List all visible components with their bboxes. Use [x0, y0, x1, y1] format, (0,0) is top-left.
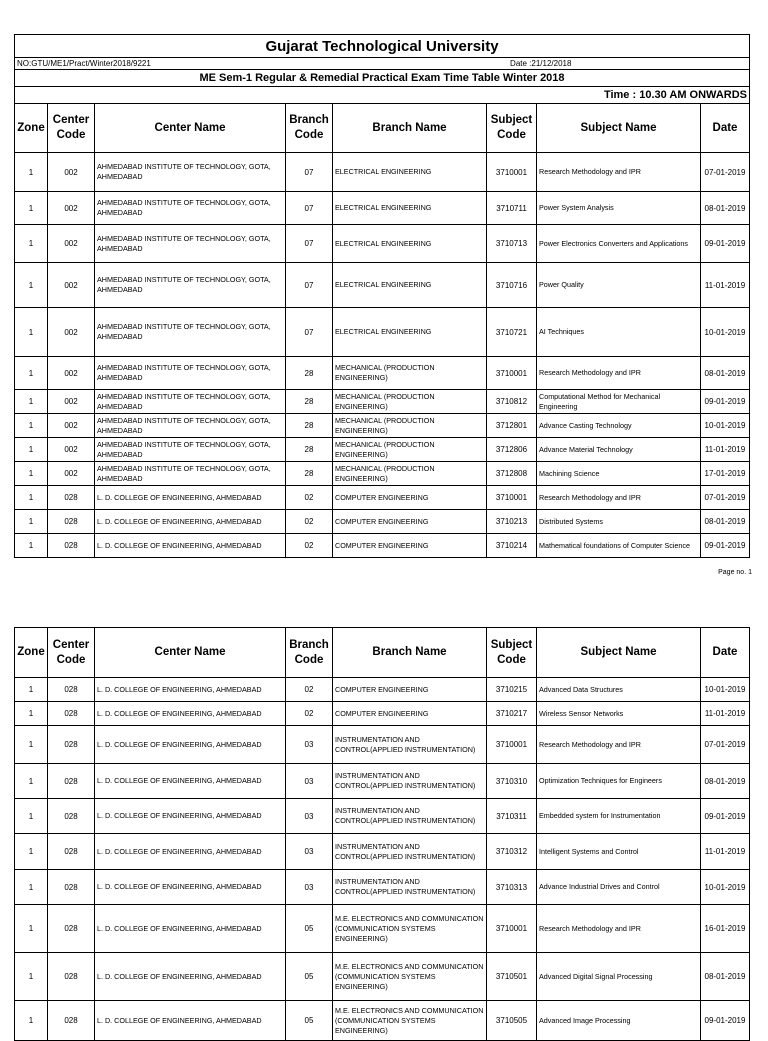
- table-row: [15, 357, 750, 390]
- subject-name-cell: Distributed Systems: [537, 510, 701, 534]
- branch-name-cell: COMPUTER ENGINEERING: [333, 678, 487, 702]
- subject-name-cell: Research Methodology and IPR: [537, 357, 701, 390]
- center-code-cell: 028: [48, 834, 95, 870]
- subject-name-cell: Power System Analysis: [537, 192, 701, 225]
- table-row: [15, 225, 750, 263]
- exam-date-cell: 08-01-2019: [701, 510, 750, 534]
- center-code-cell: 028: [48, 799, 95, 834]
- zone-cell: 1: [15, 153, 48, 192]
- branch-code-cell: 02: [286, 678, 333, 702]
- exam-date-cell: 08-01-2019: [701, 357, 750, 390]
- branch-code-cell: 03: [286, 799, 333, 834]
- branch-name-cell: COMPUTER ENGINEERING: [333, 486, 487, 510]
- branch-code-cell: 02: [286, 702, 333, 726]
- table-row: [15, 834, 750, 870]
- zone-cell: 1: [15, 870, 48, 905]
- center-code-cell: 028: [48, 510, 95, 534]
- zone-cell: 1: [15, 192, 48, 225]
- subject-name-cell: Computational Method for Mechanical Engineering: [537, 390, 701, 414]
- subject-code-cell: 3710215: [487, 678, 537, 702]
- branch-name-cell: COMPUTER ENGINEERING: [333, 510, 487, 534]
- subject-code-cell: 3710217: [487, 702, 537, 726]
- center-name-cell: AHMEDABAD INSTITUTE OF TECHNOLOGY, GOTA, AHMEDABAD: [95, 308, 286, 357]
- subject-name-cell: Intelligent Systems and Control: [537, 834, 701, 870]
- column-header-row: [15, 104, 750, 153]
- center-name-cell: L. D. COLLEGE OF ENGINEERING, AHMEDABAD: [95, 510, 286, 534]
- header-center-name: Center Name: [95, 628, 286, 678]
- center-code-cell: 028: [48, 702, 95, 726]
- center-code-cell: 002: [48, 263, 95, 308]
- center-code-cell: 028: [48, 486, 95, 510]
- zone-cell: 1: [15, 534, 48, 558]
- zone-cell: 1: [15, 764, 48, 799]
- subject-name-cell: Research Methodology and IPR: [537, 726, 701, 764]
- center-name-cell: AHMEDABAD INSTITUTE OF TECHNOLOGY, GOTA, AHMEDABAD: [95, 462, 286, 486]
- branch-code-cell: 07: [286, 153, 333, 192]
- branch-code-cell: 28: [286, 390, 333, 414]
- center-code-cell: 028: [48, 1001, 95, 1041]
- subject-code-cell: 3710713: [487, 225, 537, 263]
- center-code-cell: 028: [48, 764, 95, 799]
- branch-code-cell: 07: [286, 225, 333, 263]
- subject-name-cell: Research Methodology and IPR: [537, 153, 701, 192]
- exam-date-cell: 16-01-2019: [701, 905, 750, 953]
- center-name-cell: AHMEDABAD INSTITUTE OF TECHNOLOGY, GOTA, AHMEDABAD: [95, 357, 286, 390]
- subject-code-cell: 3710213: [487, 510, 537, 534]
- exam-date-cell: 10-01-2019: [701, 308, 750, 357]
- subject-name-cell: Advance Material Technology: [537, 438, 701, 462]
- table-row: [15, 870, 750, 905]
- branch-name-cell: INSTRUMENTATION AND CONTROL(APPLIED INSTRUMENTATION): [333, 764, 487, 799]
- exam-date-cell: 08-01-2019: [701, 953, 750, 1001]
- branch-code-cell: 07: [286, 263, 333, 308]
- exam-date-cell: 11-01-2019: [701, 263, 750, 308]
- center-code-cell: 028: [48, 726, 95, 764]
- branch-name-cell: MECHANICAL (PRODUCTION ENGINEERING): [333, 357, 487, 390]
- subject-code-cell: 3712801: [487, 414, 537, 438]
- branch-code-cell: 28: [286, 462, 333, 486]
- branch-code-cell: 05: [286, 905, 333, 953]
- subject-code-cell: 3710501: [487, 953, 537, 1001]
- document-title: Gujarat Technological University: [15, 35, 750, 58]
- header-zone: Zone: [15, 628, 48, 678]
- table-row: [15, 702, 750, 726]
- center-code-cell: 028: [48, 678, 95, 702]
- subject-code-cell: 3710812: [487, 390, 537, 414]
- subject-name-cell: Advance Industrial Drives and Control: [537, 870, 701, 905]
- table-row: [15, 308, 750, 357]
- center-name-cell: L. D. COLLEGE OF ENGINEERING, AHMEDABAD: [95, 1001, 286, 1041]
- subject-code-cell: 3710721: [487, 308, 537, 357]
- center-name-cell: AHMEDABAD INSTITUTE OF TECHNOLOGY, GOTA, AHMEDABAD: [95, 225, 286, 263]
- zone-cell: 1: [15, 357, 48, 390]
- table-row: [15, 192, 750, 225]
- branch-code-cell: 28: [286, 414, 333, 438]
- subject-code-cell: 3710001: [487, 153, 537, 192]
- header-center-name: Center Name: [95, 104, 286, 153]
- subject-name-cell: Power Quality: [537, 263, 701, 308]
- zone-cell: 1: [15, 702, 48, 726]
- subject-name-cell: AI Techniques: [537, 308, 701, 357]
- center-code-cell: 028: [48, 870, 95, 905]
- zone-cell: 1: [15, 438, 48, 462]
- branch-code-cell: 28: [286, 438, 333, 462]
- branch-name-cell: INSTRUMENTATION AND CONTROL(APPLIED INSTRUMENTATION): [333, 726, 487, 764]
- branch-code-cell: 28: [286, 357, 333, 390]
- table-row: [15, 153, 750, 192]
- branch-name-cell: MECHANICAL (PRODUCTION ENGINEERING): [333, 438, 487, 462]
- branch-code-cell: 03: [286, 726, 333, 764]
- branch-name-cell: ELECTRICAL ENGINEERING: [333, 192, 487, 225]
- header-subject-name: Subject Name: [537, 628, 701, 678]
- center-code-cell: 002: [48, 192, 95, 225]
- exam-time: Time : 10.30 AM ONWARDS: [15, 87, 750, 104]
- timetable-page-2: [14, 627, 750, 1041]
- subject-name-cell: Machining Science: [537, 462, 701, 486]
- zone-cell: 1: [15, 799, 48, 834]
- subject-name-cell: Advanced Image Processing: [537, 1001, 701, 1041]
- table-row: [15, 414, 750, 438]
- zone-cell: 1: [15, 953, 48, 1001]
- branch-name-cell: MECHANICAL (PRODUCTION ENGINEERING): [333, 462, 487, 486]
- table-row: [15, 764, 750, 799]
- center-name-cell: AHMEDABAD INSTITUTE OF TECHNOLOGY, GOTA, AHMEDABAD: [95, 438, 286, 462]
- subject-name-cell: Research Methodology and IPR: [537, 905, 701, 953]
- subject-code-cell: 3710313: [487, 870, 537, 905]
- header-branch-code: Branch Code: [286, 104, 333, 153]
- center-name-cell: L. D. COLLEGE OF ENGINEERING, AHMEDABAD: [95, 486, 286, 510]
- center-name-cell: L. D. COLLEGE OF ENGINEERING, AHMEDABAD: [95, 834, 286, 870]
- exam-date-cell: 07-01-2019: [701, 726, 750, 764]
- center-name-cell: AHMEDABAD INSTITUTE OF TECHNOLOGY, GOTA, AHMEDABAD: [95, 192, 286, 225]
- zone-cell: 1: [15, 726, 48, 764]
- header-branch-name: Branch Name: [333, 104, 487, 153]
- branch-code-cell: 07: [286, 192, 333, 225]
- subject-name-cell: Embedded system for Instrumentation: [537, 799, 701, 834]
- center-name-cell: L. D. COLLEGE OF ENGINEERING, AHMEDABAD: [95, 678, 286, 702]
- zone-cell: 1: [15, 263, 48, 308]
- document-subtitle: ME Sem-1 Regular & Remedial Practical Exam Time Table Winter 2018: [15, 70, 750, 87]
- exam-date-cell: 09-01-2019: [701, 390, 750, 414]
- center-name-cell: L. D. COLLEGE OF ENGINEERING, AHMEDABAD: [95, 726, 286, 764]
- subject-code-cell: 3710505: [487, 1001, 537, 1041]
- exam-date-cell: 10-01-2019: [701, 678, 750, 702]
- header-branch-name: Branch Name: [333, 628, 487, 678]
- exam-date-cell: 11-01-2019: [701, 834, 750, 870]
- timetable-page-1: [14, 34, 750, 558]
- subject-code-cell: 3710001: [487, 726, 537, 764]
- subject-code-cell: 3710311: [487, 799, 537, 834]
- zone-cell: 1: [15, 225, 48, 263]
- center-name-cell: L. D. COLLEGE OF ENGINEERING, AHMEDABAD: [95, 799, 286, 834]
- branch-name-cell: ELECTRICAL ENGINEERING: [333, 263, 487, 308]
- zone-cell: 1: [15, 1001, 48, 1041]
- branch-name-cell: ELECTRICAL ENGINEERING: [333, 225, 487, 263]
- header-subject-code: Subject Code: [487, 628, 537, 678]
- center-name-cell: L. D. COLLEGE OF ENGINEERING, AHMEDABAD: [95, 953, 286, 1001]
- page-number: Page no. 1: [718, 569, 752, 576]
- table-row: [15, 953, 750, 1001]
- center-code-cell: 002: [48, 225, 95, 263]
- center-code-cell: 002: [48, 308, 95, 357]
- subject-code-cell: 3710310: [487, 764, 537, 799]
- subject-code-cell: 3712808: [487, 462, 537, 486]
- subject-name-cell: Wireless Sensor Networks: [537, 702, 701, 726]
- subject-code-cell: 3712806: [487, 438, 537, 462]
- subject-code-cell: 3710001: [487, 357, 537, 390]
- branch-code-cell: 05: [286, 1001, 333, 1041]
- branch-code-cell: 07: [286, 308, 333, 357]
- table-row: [15, 799, 750, 834]
- center-code-cell: 028: [48, 534, 95, 558]
- header-date: Date: [701, 628, 750, 678]
- table-row: [15, 486, 750, 510]
- subject-code-cell: 3710716: [487, 263, 537, 308]
- exam-date-cell: 09-01-2019: [701, 225, 750, 263]
- exam-date-cell: 11-01-2019: [701, 438, 750, 462]
- branch-name-cell: M.E. ELECTRONICS AND COMMUNICATION (COMMUNICATION SYSTEMS ENGINEERING): [333, 953, 487, 1001]
- issue-date: Date :21/12/2018: [333, 58, 750, 70]
- table-row: [15, 462, 750, 486]
- header-center-code: Center Code: [48, 628, 95, 678]
- zone-cell: 1: [15, 678, 48, 702]
- exam-date-cell: 09-01-2019: [701, 1001, 750, 1041]
- center-code-cell: 002: [48, 438, 95, 462]
- center-code-cell: 002: [48, 414, 95, 438]
- branch-code-cell: 03: [286, 834, 333, 870]
- branch-code-cell: 03: [286, 870, 333, 905]
- center-code-cell: 028: [48, 953, 95, 1001]
- subject-name-cell: Power Electronics Converters and Applications: [537, 225, 701, 263]
- column-header-row: [15, 628, 750, 678]
- center-code-cell: 002: [48, 390, 95, 414]
- exam-date-cell: 07-01-2019: [701, 153, 750, 192]
- center-code-cell: 028: [48, 905, 95, 953]
- zone-cell: 1: [15, 510, 48, 534]
- subject-code-cell: 3710001: [487, 486, 537, 510]
- center-name-cell: AHMEDABAD INSTITUTE OF TECHNOLOGY, GOTA, AHMEDABAD: [95, 263, 286, 308]
- subject-code-cell: 3710001: [487, 905, 537, 953]
- exam-date-cell: 08-01-2019: [701, 192, 750, 225]
- center-name-cell: L. D. COLLEGE OF ENGINEERING, AHMEDABAD: [95, 702, 286, 726]
- center-name-cell: AHMEDABAD INSTITUTE OF TECHNOLOGY, GOTA, AHMEDABAD: [95, 390, 286, 414]
- subject-name-cell: Advanced Data Structures: [537, 678, 701, 702]
- header-branch-code: Branch Code: [286, 628, 333, 678]
- zone-cell: 1: [15, 486, 48, 510]
- branch-name-cell: COMPUTER ENGINEERING: [333, 534, 487, 558]
- table-row: [15, 905, 750, 953]
- center-name-cell: L. D. COLLEGE OF ENGINEERING, AHMEDABAD: [95, 764, 286, 799]
- branch-name-cell: INSTRUMENTATION AND CONTROL(APPLIED INSTRUMENTATION): [333, 870, 487, 905]
- exam-date-cell: 17-01-2019: [701, 462, 750, 486]
- exam-date-cell: 07-01-2019: [701, 486, 750, 510]
- branch-name-cell: MECHANICAL (PRODUCTION ENGINEERING): [333, 390, 487, 414]
- table-row: [15, 510, 750, 534]
- header-zone: Zone: [15, 104, 48, 153]
- table-row: [15, 726, 750, 764]
- exam-date-cell: 08-01-2019: [701, 764, 750, 799]
- zone-cell: 1: [15, 414, 48, 438]
- subject-code-cell: 3710312: [487, 834, 537, 870]
- branch-name-cell: M.E. ELECTRONICS AND COMMUNICATION (COMMUNICATION SYSTEMS ENGINEERING): [333, 1001, 487, 1041]
- subject-name-cell: Optimization Techniques for Engineers: [537, 764, 701, 799]
- table-row: [15, 263, 750, 308]
- zone-cell: 1: [15, 905, 48, 953]
- table-row: [15, 534, 750, 558]
- branch-code-cell: 02: [286, 534, 333, 558]
- center-code-cell: 002: [48, 462, 95, 486]
- subject-name-cell: Mathematical foundations of Computer Science: [537, 534, 701, 558]
- center-name-cell: L. D. COLLEGE OF ENGINEERING, AHMEDABAD: [95, 905, 286, 953]
- branch-code-cell: 02: [286, 510, 333, 534]
- zone-cell: 1: [15, 390, 48, 414]
- branch-name-cell: MECHANICAL (PRODUCTION ENGINEERING): [333, 414, 487, 438]
- header-subject-name: Subject Name: [537, 104, 701, 153]
- zone-cell: 1: [15, 834, 48, 870]
- reference-number: NO:GTU/ME1/Pract/Winter2018/9221: [15, 58, 333, 70]
- table-row: [15, 438, 750, 462]
- center-name-cell: AHMEDABAD INSTITUTE OF TECHNOLOGY, GOTA, AHMEDABAD: [95, 153, 286, 192]
- center-name-cell: AHMEDABAD INSTITUTE OF TECHNOLOGY, GOTA, AHMEDABAD: [95, 414, 286, 438]
- subject-name-cell: Advanced Digital Signal Processing: [537, 953, 701, 1001]
- branch-name-cell: ELECTRICAL ENGINEERING: [333, 153, 487, 192]
- branch-name-cell: M.E. ELECTRONICS AND COMMUNICATION (COMMUNICATION SYSTEMS ENGINEERING): [333, 905, 487, 953]
- center-name-cell: L. D. COLLEGE OF ENGINEERING, AHMEDABAD: [95, 870, 286, 905]
- branch-name-cell: COMPUTER ENGINEERING: [333, 702, 487, 726]
- branch-name-cell: INSTRUMENTATION AND CONTROL(APPLIED INSTRUMENTATION): [333, 799, 487, 834]
- subject-name-cell: Research Methodology and IPR: [537, 486, 701, 510]
- header-date: Date: [701, 104, 750, 153]
- branch-code-cell: 05: [286, 953, 333, 1001]
- center-name-cell: L. D. COLLEGE OF ENGINEERING, AHMEDABAD: [95, 534, 286, 558]
- branch-code-cell: 02: [286, 486, 333, 510]
- zone-cell: 1: [15, 308, 48, 357]
- branch-name-cell: ELECTRICAL ENGINEERING: [333, 308, 487, 357]
- exam-date-cell: 09-01-2019: [701, 799, 750, 834]
- table-row: [15, 678, 750, 702]
- branch-code-cell: 03: [286, 764, 333, 799]
- exam-date-cell: 10-01-2019: [701, 414, 750, 438]
- exam-date-cell: 10-01-2019: [701, 870, 750, 905]
- subject-name-cell: Advance Casting Technology: [537, 414, 701, 438]
- exam-date-cell: 11-01-2019: [701, 702, 750, 726]
- subject-code-cell: 3710214: [487, 534, 537, 558]
- header-subject-code: Subject Code: [487, 104, 537, 153]
- table-row: [15, 390, 750, 414]
- center-code-cell: 002: [48, 357, 95, 390]
- table-row: [15, 1001, 750, 1041]
- zone-cell: 1: [15, 462, 48, 486]
- subject-code-cell: 3710711: [487, 192, 537, 225]
- exam-date-cell: 09-01-2019: [701, 534, 750, 558]
- center-code-cell: 002: [48, 153, 95, 192]
- branch-name-cell: INSTRUMENTATION AND CONTROL(APPLIED INSTRUMENTATION): [333, 834, 487, 870]
- header-center-code: Center Code: [48, 104, 95, 153]
